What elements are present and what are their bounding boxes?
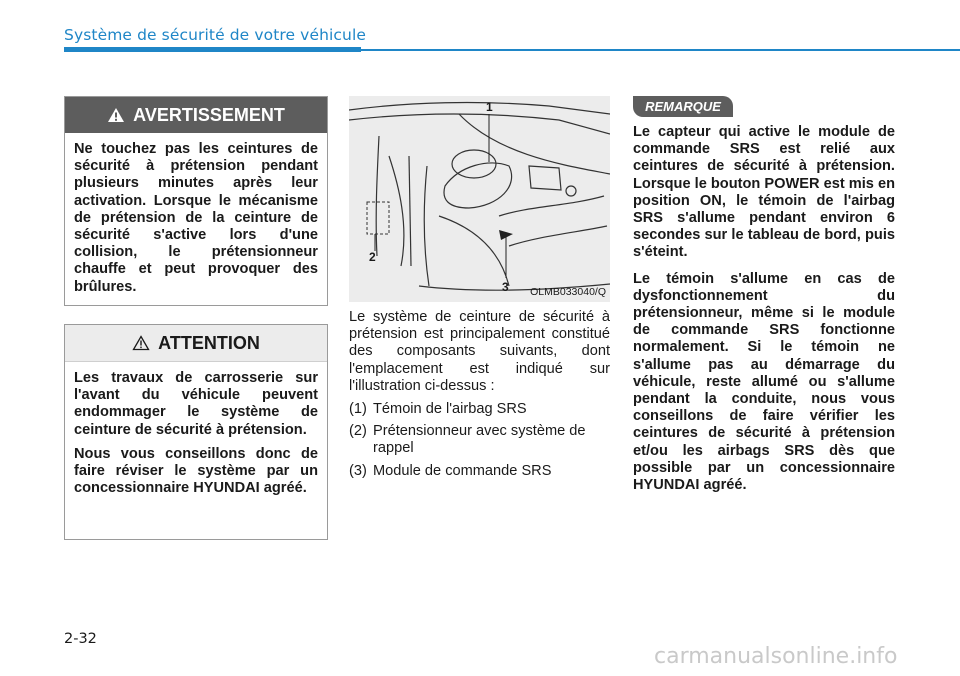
list-item	[349, 463, 610, 480]
list-number: (3)	[349, 462, 367, 479]
remark-label: REMARQUE	[633, 96, 733, 117]
list-item	[349, 401, 610, 418]
list-number: (2)	[349, 423, 367, 440]
list-text: Prétensionneur avec système de rappel	[373, 423, 586, 457]
header-rule-thick	[64, 47, 361, 52]
warning-title: AVERTISSEMENT	[133, 104, 285, 125]
caution-triangle-icon	[132, 335, 150, 351]
caution-paragraph-2: Nous vous conseillons donc de faire réviser le système par un concessionnaire HYUNDAI agréé.	[74, 445, 318, 497]
warning-text: Ne touchez pas les ceintures de sécurité à prétension pendant plusieurs minutes après leur activation. Lorsque le mécanisme de prétension de la ceinture de sécurité s'active lors d'une collision, le prétensionneur chauffe et peut provoquer des brûlures.	[74, 141, 318, 295]
header-title: Système de sécurité de votre véhicule	[64, 26, 366, 44]
caution-paragraph-1: Les travaux de carrosserie sur l'avant du véhicule peuvent endommager le système de ceinture de sécurité à prétension.	[74, 370, 318, 438]
callout-3: 3	[502, 280, 509, 294]
header-rule-thin	[361, 49, 960, 51]
remark-paragraph-2: Le témoin s'allume en cas de dysfonctionnement du prétensionneur, même si le module de commande SRS fonctionne normalement. Si le témoin ne s'allume pas au démarrage du véhicule, reste allumé ou s'allume pendant la conduite, nous vous conseillons de faire vérifier les ceintures de sécurité à prétension et/ou les airbags SRS dès que possible par un concessionnaire HYUNDAI agréé.	[633, 270, 895, 494]
callout-2: 2	[369, 250, 376, 264]
caution-box	[64, 324, 328, 540]
car-interior-drawing	[349, 96, 610, 302]
warning-header	[65, 97, 327, 133]
car-interior-illustration	[349, 96, 610, 302]
body-text	[349, 309, 610, 485]
list-text: Témoin de l'airbag SRS	[373, 401, 527, 418]
warning-box	[64, 96, 328, 306]
watermark: carmanualsonline.info	[654, 644, 898, 669]
warning-triangle-icon	[107, 107, 125, 123]
page-number: 2-32	[64, 631, 97, 647]
list-text: Module de commande SRS	[373, 462, 552, 479]
body-intro: Le système de ceinture de sécurité à prétension est principalement constitué des composants suivants, dont l'emplacement est indiqué sur l'illustration ci-dessus :	[349, 309, 610, 394]
caution-title: ATTENTION	[158, 332, 260, 353]
remark-body	[633, 124, 895, 503]
callout-1: 1	[486, 100, 493, 114]
list-number: (1)	[349, 401, 367, 418]
caution-header	[65, 325, 327, 362]
warning-body	[65, 133, 327, 296]
figure-code: OLMB033040/Q	[530, 286, 606, 298]
caution-body	[65, 362, 327, 497]
list-item	[349, 423, 610, 457]
remark-paragraph-1: Le capteur qui active le module de commande SRS est relié aux ceintures de sécurité à prétension. Lorsque le bouton POWER est mis en position ON, le témoin de l'airbag SRS s'allume pendant environ 6 secondes sur le tableau de bord, puis s'éteint.	[633, 124, 895, 261]
